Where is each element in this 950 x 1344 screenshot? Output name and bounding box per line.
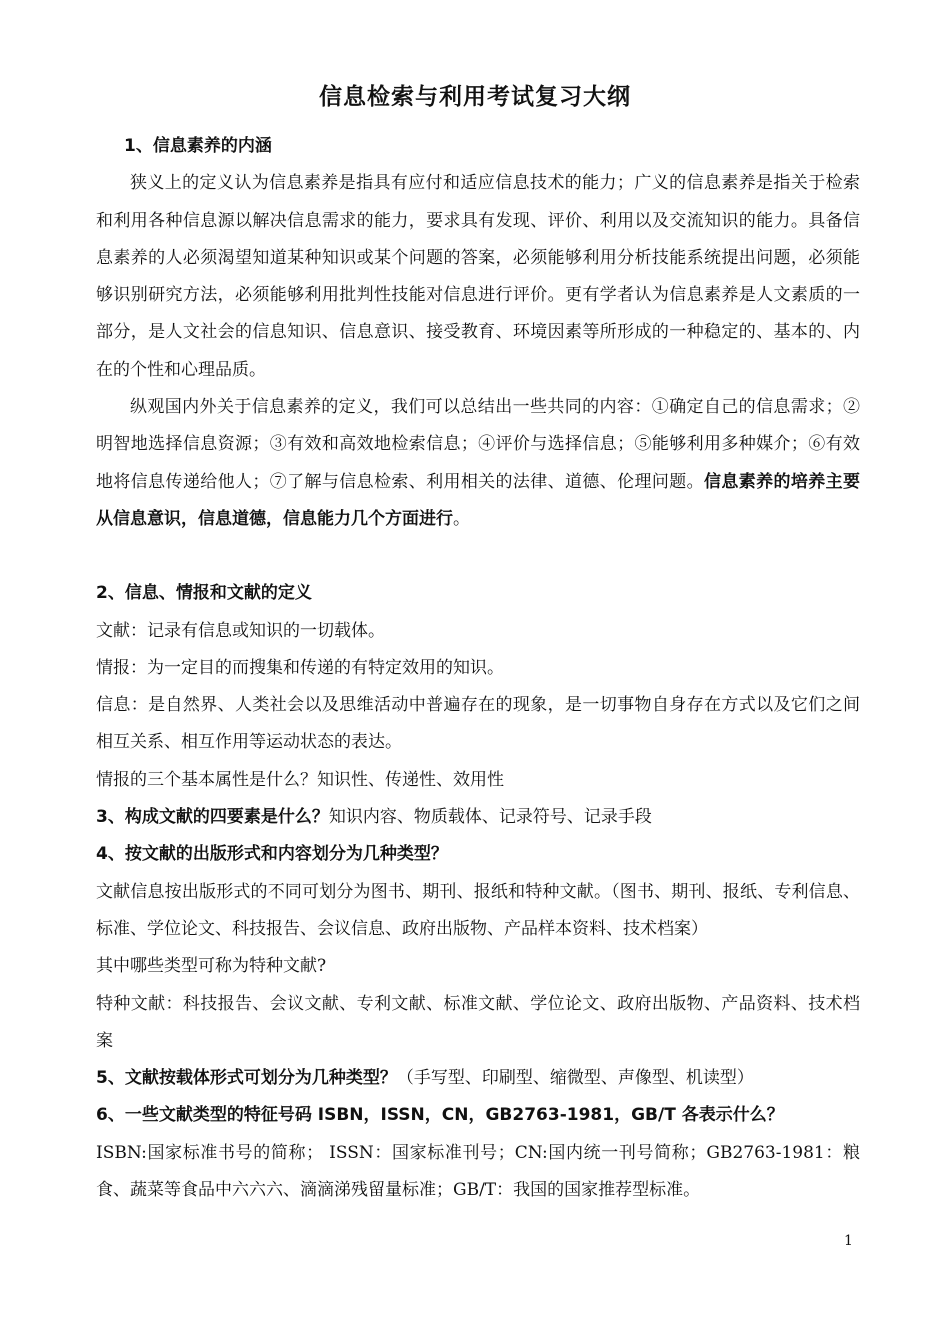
section-3 — [96, 799, 860, 836]
section-1-paragraph-2-end: 。 — [453, 508, 470, 529]
section-2-line-1: 文献：记录有信息或知识的一切载体。 — [96, 620, 385, 641]
section-6-heading: 6、一些文献类型的特征号码 ISBN，ISSN，CN，GB2763-1981，GB/T 各表示什么？ — [96, 1105, 784, 1126]
document-title: 信息检索与利用考试复习大纲 — [319, 84, 631, 110]
section-5-question: 5、文献按载体形式可划分为几种类型？ — [96, 1068, 397, 1089]
section-1-paragraph-2-text: 纵观国内外关于信息素养的定义，我们可以总结出一些共同的内容：①确定自己的信息需求；②明智地选择信息资源；③有效和高效地检索信息；④评价与选择信息；⑤能够利用多种媒介；⑥有效地将信息传递给他人；⑦了解与信息检索、利用相关的法律、道德、伦理问题。 — [96, 397, 860, 492]
document-body — [96, 128, 860, 1209]
section-4-paragraph-3: 特种文献：科技报告、会议文献、专利文献、标准文献、学位论文、政府出版物、产品资料、技术档案 — [96, 993, 860, 1051]
section-1-paragraph-2 — [96, 389, 860, 538]
section-3-answer: 知识内容、物质载体、记录符号、记录手段 — [328, 807, 652, 828]
section-1-paragraph-1: 狭义上的定义认为信息素养是指具有应付和适应信息技术的能力；广义的信息素养是指关于检索和利用各种信息源以解决信息需求的能力，要求具有发现、评价、利用以及交流知识的能力。具备信息素养的人必须渴望知道某种知识或某个问题的答案，必须能够利用分析技能系统提出问题，必须能够识别研究方法，必须能够利用批判性技能对信息进行评价。更有学者认为信息素养是人文素质的一部分，是人文社会的信息知识、信息意识、接受教育、环境因素等所形成的一种稳定的、基本的、内在的个性和心理品质。 — [96, 173, 860, 380]
section-2-heading: 2、信息、情报和文献的定义 — [96, 583, 312, 604]
section-2-line-2: 情报：为一定目的而搜集和传递的有特定效用的知识。 — [96, 657, 504, 678]
section-4-paragraph-1: 文献信息按出版形式的不同可划分为图书、期刊、报纸和特种文献。（图书、期刊、报纸、专利信息、标准、学位论文、科技报告、会议信息、政府出版物、产品样本资料、技术档案） — [96, 881, 860, 939]
section-5-answer: （手写型、印刷型、缩微型、声像型、机读型） — [396, 1068, 754, 1089]
section-1-heading: 1、信息素养的内涵 — [124, 136, 272, 156]
section-4-heading: 4、按文献的出版形式和内容划分为几种类型？ — [96, 844, 448, 865]
section-1-paragraph-2-bold: 信息素养的培养主要从信息意识，信息道德，信息能力几个方面进行 — [96, 471, 861, 529]
section-2-line-4: 情报的三个基本属性是什么？知识性、传递性、效用性 — [96, 769, 504, 790]
section-3-question: 3、构成文献的四要素是什么？ — [96, 807, 329, 828]
section-2-line-3: 信息：是自然界、人类社会以及思维活动中普遍存在的现象，是一切事物自身存在方式以及它们之间相互关系、相互作用等运动状态的表达。 — [96, 695, 860, 753]
section-5 — [96, 1060, 860, 1097]
section-6-paragraph-1: ISBN:国家标准书号的简称； ISSN：国家标准刊号；CN:国内统一刊号简称；GB2763-1981：粮食、蔬菜等食品中六六六、滴滴涕残留量标准；GB/T：我国的国家推荐型标准。 — [96, 1142, 860, 1201]
spacer — [96, 538, 860, 575]
page-number: 1 — [844, 1233, 853, 1249]
section-4-paragraph-2: 其中哪些类型可称为特种文献? — [96, 956, 327, 977]
